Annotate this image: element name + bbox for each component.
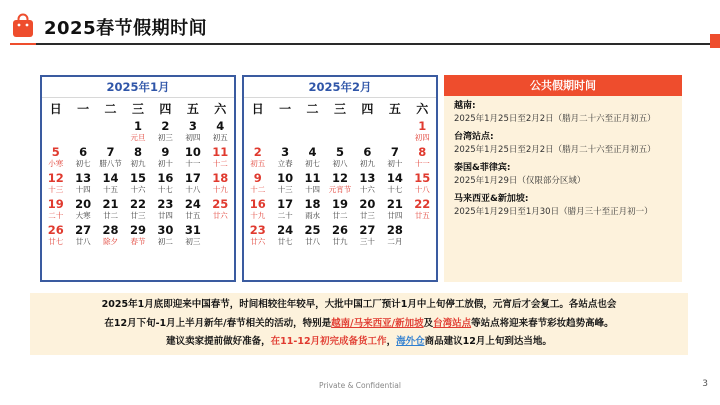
lunar-date: 初五 [250, 159, 266, 168]
day-number: 4 [216, 119, 225, 133]
lunar-date: 初九 [359, 159, 375, 168]
holiday-list [444, 96, 682, 219]
header-divider [10, 43, 710, 45]
day-number: 14 [386, 171, 403, 185]
calendar-day [124, 171, 151, 197]
notice-text: 2025年1月底即迎来中国春节，时间相较往年较早，大批中国工厂预计1月中上旬停工放假，元宵后才会复工。各站点也会 [101, 299, 617, 310]
corner-accent [710, 34, 720, 48]
day-number: 23 [157, 197, 174, 211]
lunar-date: 初三 [157, 133, 173, 142]
day-number: 24 [277, 223, 294, 237]
calendar-day [97, 197, 124, 223]
calendar-blank-cell [381, 119, 408, 145]
calendar-day [97, 223, 124, 249]
holiday-item [454, 100, 672, 126]
lunar-date: 春节 [130, 237, 146, 246]
lunar-date: 大寒 [75, 211, 91, 220]
lunar-date: 十八 [414, 185, 430, 194]
weekday-label: 三 [333, 102, 346, 116]
calendar-weekday-row [244, 98, 436, 119]
day-number: 18 [212, 171, 229, 185]
weekday-label: 日 [251, 102, 264, 116]
day-number: 19 [47, 197, 64, 211]
day-number: 25 [304, 223, 321, 237]
lunar-date: 十七 [387, 185, 403, 194]
calendar-day [381, 171, 408, 197]
calendar-day [207, 119, 234, 145]
calendar-day-grid [42, 119, 234, 249]
lunar-date: 廿三 [130, 211, 146, 220]
weekday-label: 五 [388, 102, 401, 116]
day-number: 4 [308, 145, 317, 159]
lunar-date: 廿八 [75, 237, 91, 246]
holiday-region: 越南: [454, 101, 476, 111]
calendar-day [381, 145, 408, 171]
highlight-taiwan: 台湾站点 [433, 317, 472, 329]
calendar-day [381, 197, 408, 223]
calendar-day [42, 223, 69, 249]
calendar-day [207, 171, 234, 197]
calendar-day [326, 197, 353, 223]
lunar-date: 十五 [103, 185, 119, 194]
lunar-date: 元宵节 [328, 185, 352, 194]
lunar-date: 廿八 [305, 237, 321, 246]
calendar-day [69, 197, 96, 223]
page-title: 2025春节假期时间 [44, 18, 208, 39]
calendar-day [152, 171, 179, 197]
calendar-month-label: 2025年2月 [244, 77, 436, 98]
day-number: 9 [253, 171, 262, 185]
calendar-blank-cell [354, 119, 381, 145]
lunar-date: 雨水 [305, 211, 321, 220]
calendar-day [179, 119, 206, 145]
lunar-date: 廿六 [212, 211, 228, 220]
calendar-day [409, 171, 436, 197]
day-number: 17 [184, 171, 201, 185]
lunar-date: 初四 [414, 133, 430, 142]
holiday-dates: 2025年1月29日（仅限部分区域） [454, 176, 586, 186]
lunar-date: 十三 [277, 185, 293, 194]
day-number: 11 [304, 171, 321, 185]
calendar-day [244, 145, 271, 171]
notice-line [30, 296, 688, 315]
lunar-date: 初二 [157, 237, 173, 246]
lunar-date: 初七 [75, 159, 91, 168]
calendar-day [97, 145, 124, 171]
day-number: 21 [102, 197, 119, 211]
day-number: 25 [212, 197, 229, 211]
calendar-blank-cell [42, 119, 69, 145]
weekday-label: 六 [416, 102, 429, 116]
calendar-day [124, 145, 151, 171]
header-divider-accent [10, 43, 36, 45]
day-number: 7 [106, 145, 115, 159]
day-number: 15 [414, 171, 431, 185]
notice-text: 商品建议12月上旬到达当地。 [424, 336, 552, 347]
day-number: 6 [363, 145, 372, 159]
public-holidays-panel [444, 75, 682, 282]
calendar-day [244, 223, 271, 249]
lunar-date: 二十 [277, 211, 293, 220]
day-number: 12 [47, 171, 64, 185]
weekday-label: 二 [104, 102, 117, 116]
weekday-label: 一 [77, 102, 90, 116]
lunar-date: 十八 [185, 185, 201, 194]
notice-text: 建议卖家提前做好准备， [166, 336, 271, 347]
lunar-date: 初三 [185, 237, 201, 246]
lunar-date: 廿五 [414, 211, 430, 220]
calendar-blank-cell [299, 119, 326, 145]
lunar-date: 初十 [387, 159, 403, 168]
confidential-footer: Private & Confidential [319, 381, 401, 390]
calendar-day [354, 197, 381, 223]
calendar-day [207, 197, 234, 223]
calendar-day [271, 223, 298, 249]
lunar-date: 初八 [332, 159, 348, 168]
lunar-date: 三十 [359, 237, 375, 246]
calendar-day [42, 171, 69, 197]
lunar-date: 十六 [130, 185, 146, 194]
calendar-blank-cell [244, 119, 271, 145]
day-number: 8 [133, 145, 142, 159]
lunar-date: 二月 [387, 237, 403, 246]
calendar-day [271, 145, 298, 171]
calendar-day [42, 197, 69, 223]
notice-text: 及 [423, 317, 434, 329]
calendar-day [409, 197, 436, 223]
lunar-date: 廿二 [332, 211, 348, 220]
calendar-day [207, 145, 234, 171]
day-number: 13 [75, 171, 92, 185]
lunar-date: 初九 [130, 159, 146, 168]
day-number: 6 [79, 145, 88, 159]
day-number: 16 [157, 171, 174, 185]
lunar-date: 廿四 [387, 211, 403, 220]
holiday-panel-title: 公共假期时间 [444, 75, 682, 96]
calendar-january [40, 75, 236, 282]
overseas-warehouse-link[interactable]: 海外仓 [396, 336, 425, 347]
day-number: 15 [129, 171, 146, 185]
calendar-day [299, 223, 326, 249]
shopping-bag-icon [10, 12, 36, 38]
lunar-date: 十一 [414, 159, 430, 168]
day-number: 26 [331, 223, 348, 237]
day-number: 17 [277, 197, 294, 211]
calendar-day [97, 171, 124, 197]
day-number: 26 [47, 223, 64, 237]
weekday-label: 日 [49, 102, 62, 116]
lunar-date: 二十 [48, 211, 64, 220]
calendar-blank-cell [326, 119, 353, 145]
calendar-weekday-row [42, 98, 234, 119]
lunar-date: 十六 [359, 185, 375, 194]
lunar-date: 初四 [185, 133, 201, 142]
lunar-date: 元旦 [130, 133, 146, 142]
lunar-date: 立春 [277, 159, 293, 168]
holiday-item [454, 193, 672, 219]
day-number: 30 [157, 223, 174, 237]
holiday-region: 泰国&菲律宾: [454, 163, 511, 173]
day-number: 28 [102, 223, 119, 237]
lunar-date: 十九 [212, 185, 228, 194]
day-number: 16 [249, 197, 266, 211]
lunar-date: 十四 [75, 185, 91, 194]
weekday-label: 四 [159, 102, 172, 116]
day-number: 27 [359, 223, 376, 237]
lunar-date: 廿七 [48, 237, 64, 246]
notice-text: ， [386, 336, 397, 347]
lunar-date: 除夕 [103, 237, 119, 246]
calendar-day [179, 223, 206, 249]
day-number: 10 [277, 171, 294, 185]
calendar-day [152, 223, 179, 249]
lunar-date: 廿七 [277, 237, 293, 246]
holiday-dates: 2025年1月25日至2月2日（腊月二十六至正月初五） [454, 145, 656, 155]
day-number: 12 [331, 171, 348, 185]
day-number: 10 [184, 145, 201, 159]
calendar-day [326, 223, 353, 249]
calendar-day [124, 119, 151, 145]
notice-box [30, 293, 688, 355]
day-number: 22 [414, 197, 431, 211]
day-number: 20 [359, 197, 376, 211]
highlight-stock-deadline: 在11-12月初完成备货工作 [270, 336, 387, 347]
day-number: 2 [161, 119, 170, 133]
calendar-day [326, 171, 353, 197]
calendar-day [381, 223, 408, 249]
calendar-day [354, 171, 381, 197]
page-number: 3 [702, 379, 708, 389]
lunar-date: 十七 [157, 185, 173, 194]
day-number: 3 [188, 119, 197, 133]
highlight-sites: 越南/马来西亚/新加坡 [331, 317, 424, 329]
calendar-february [242, 75, 438, 282]
day-number: 9 [161, 145, 170, 159]
lunar-date: 十二 [212, 159, 228, 168]
calendar-day [179, 171, 206, 197]
weekday-label: 五 [186, 102, 199, 116]
day-number: 14 [102, 171, 119, 185]
lunar-date: 初七 [305, 159, 321, 168]
day-number: 5 [51, 145, 60, 159]
calendar-day [69, 171, 96, 197]
day-number: 11 [212, 145, 229, 159]
day-number: 7 [390, 145, 399, 159]
notice-text: 等站点将迎来春节彩妆趋势高峰。 [471, 317, 614, 329]
lunar-date: 十四 [305, 185, 321, 194]
day-number: 28 [386, 223, 403, 237]
calendar-day [409, 119, 436, 145]
calendar-day [326, 145, 353, 171]
calendar-day [244, 197, 271, 223]
day-number: 1 [418, 119, 427, 133]
weekday-label: 六 [214, 102, 227, 116]
calendar-day [299, 171, 326, 197]
calendar-day [354, 145, 381, 171]
calendar-day [244, 171, 271, 197]
calendar-day [409, 145, 436, 171]
calendar-day [124, 223, 151, 249]
lunar-date: 十二 [250, 185, 266, 194]
day-number: 27 [75, 223, 92, 237]
calendar-day [42, 145, 69, 171]
holiday-region: 马来西亚&新加坡: [454, 194, 529, 204]
day-number: 29 [129, 223, 146, 237]
day-number: 18 [304, 197, 321, 211]
calendar-day [179, 145, 206, 171]
notice-line [30, 333, 688, 352]
lunar-date: 廿九 [332, 237, 348, 246]
day-number: 20 [75, 197, 92, 211]
calendar-day [152, 145, 179, 171]
lunar-date: 初十 [157, 159, 173, 168]
day-number: 2 [253, 145, 262, 159]
notice-line [30, 315, 688, 334]
weekday-label: 四 [361, 102, 374, 116]
slide-header [0, 0, 720, 52]
day-number: 19 [331, 197, 348, 211]
weekday-label: 一 [279, 102, 292, 116]
calendar-day [271, 197, 298, 223]
lunar-date: 廿四 [157, 211, 173, 220]
day-number: 8 [418, 145, 427, 159]
day-number: 21 [386, 197, 403, 211]
lunar-date: 小寒 [48, 159, 64, 168]
day-number: 24 [184, 197, 201, 211]
calendar-month-label: 2025年1月 [42, 77, 234, 98]
calendar-day [124, 197, 151, 223]
holiday-dates: 2025年1月29日至1月30日（腊月三十至正月初一） [454, 207, 653, 217]
notice-text: 在12月下旬-1月上半月新年/春节相关的活动，特别是 [104, 317, 332, 329]
holiday-item [454, 131, 672, 157]
weekday-label: 三 [131, 102, 144, 116]
lunar-date: 廿二 [103, 211, 119, 220]
holiday-dates: 2025年1月25日至2月2日（腊月二十六至正月初五） [454, 114, 656, 124]
holiday-region: 台湾站点: [454, 132, 494, 142]
calendar-day [152, 197, 179, 223]
day-number: 1 [133, 119, 142, 133]
calendar-day [271, 171, 298, 197]
lunar-date: 初五 [212, 133, 228, 142]
calendar-day [299, 197, 326, 223]
day-number: 23 [249, 223, 266, 237]
calendar-blank-cell [97, 119, 124, 145]
lunar-date: 腊八节 [99, 159, 122, 168]
calendar-day [299, 145, 326, 171]
calendar-blank-cell [271, 119, 298, 145]
calendar-day-grid [244, 119, 436, 249]
calendar-day [69, 223, 96, 249]
day-number: 13 [359, 171, 376, 185]
calendar-day [179, 197, 206, 223]
lunar-date: 十九 [250, 211, 266, 220]
lunar-date: 廿六 [250, 237, 266, 246]
lunar-date: 廿五 [185, 211, 201, 220]
day-number: 5 [335, 145, 344, 159]
calendar-blank-cell [69, 119, 96, 145]
calendar-day [152, 119, 179, 145]
calendar-day [354, 223, 381, 249]
day-number: 22 [129, 197, 146, 211]
lunar-date: 十一 [185, 159, 201, 168]
day-number: 31 [184, 223, 201, 237]
weekday-label: 二 [306, 102, 319, 116]
lunar-date: 廿三 [359, 211, 375, 220]
day-number: 3 [281, 145, 290, 159]
holiday-item [454, 162, 672, 188]
calendar-day [69, 145, 96, 171]
lunar-date: 十三 [48, 185, 64, 194]
